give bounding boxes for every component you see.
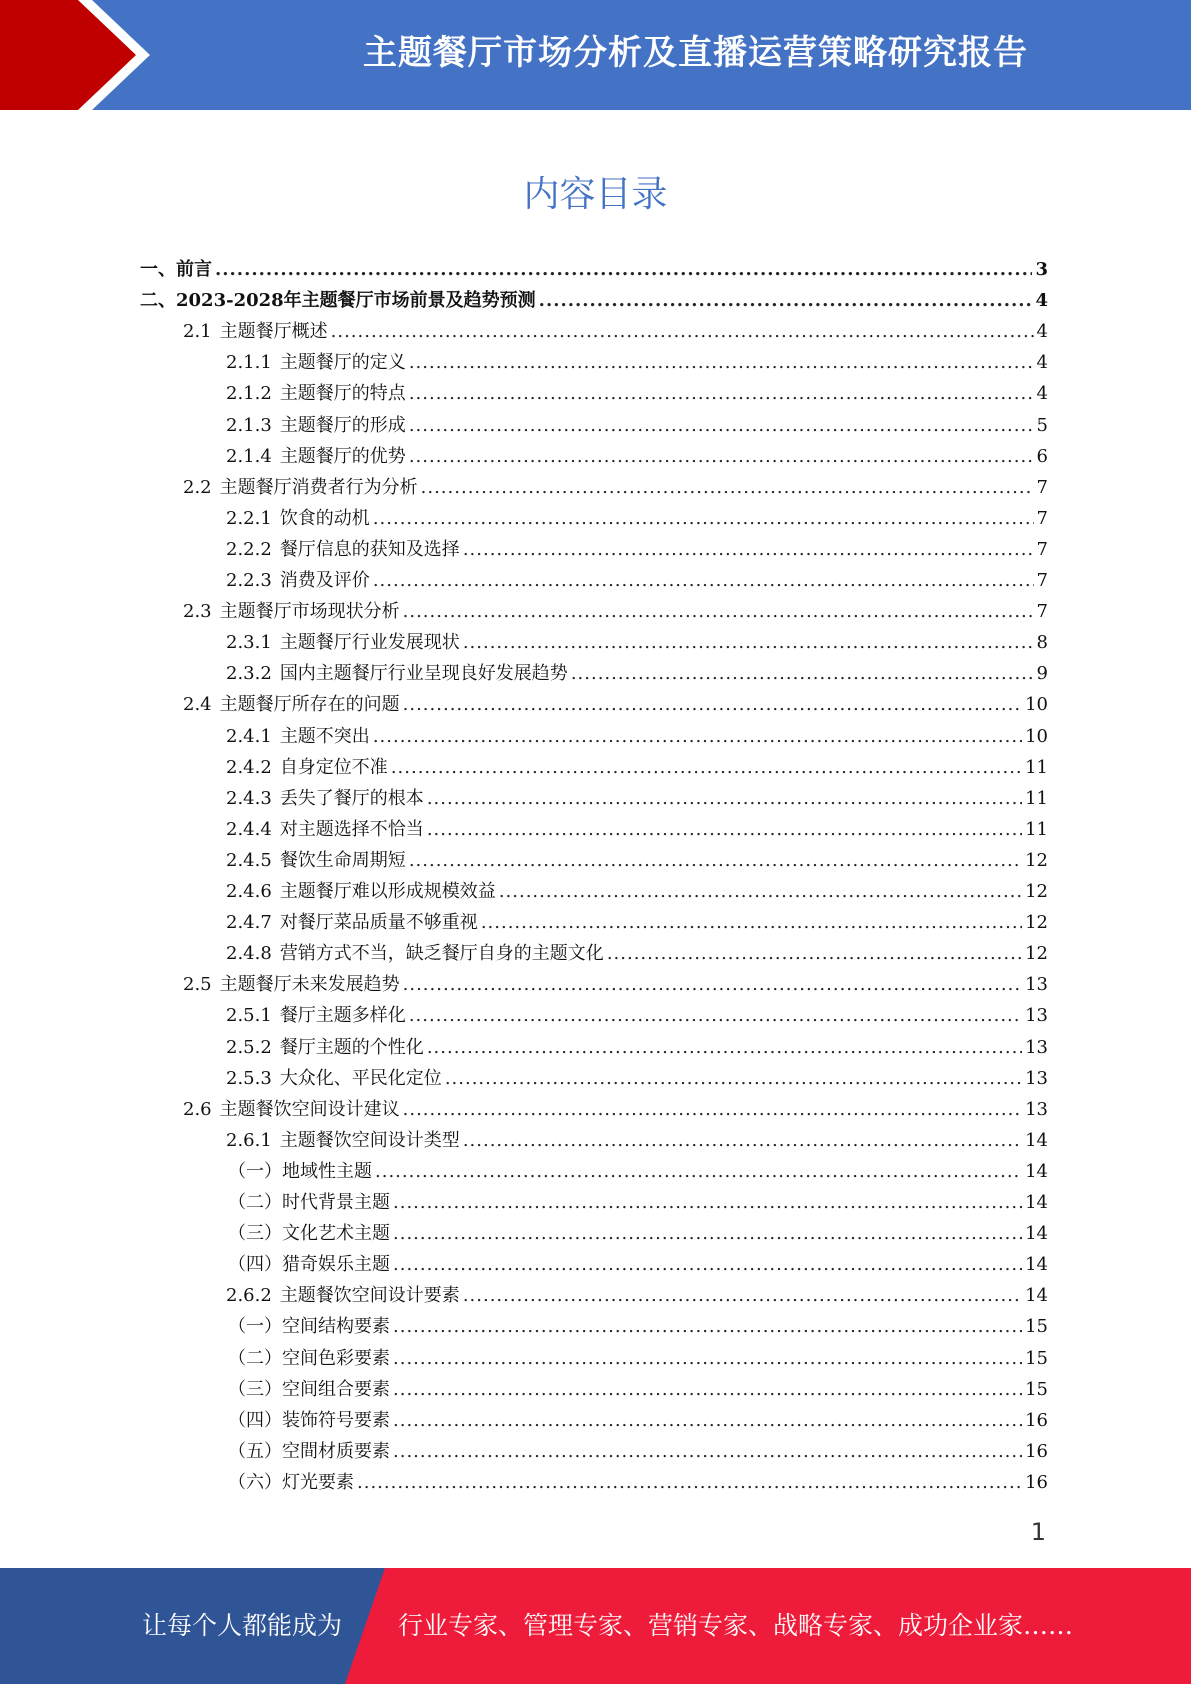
- toc-entry-number: （三）: [228, 1378, 282, 1400]
- toc-entry-number: 2.1: [183, 321, 212, 343]
- page-header: [0, 0, 1191, 110]
- toc-entry-number: 2.5: [183, 974, 212, 996]
- toc-entry[interactable]: [183, 597, 1048, 628]
- toc-entry-text: 消费及评价: [279, 570, 370, 591]
- toc-entry[interactable]: [226, 753, 1048, 784]
- toc-entry-text: 主题不突出: [279, 725, 370, 747]
- toc-entry-text: 大众化、平民化定位: [279, 1067, 442, 1089]
- toc-entry-page: 14: [1025, 1160, 1048, 1182]
- toc-entry-number: 2.2.3: [226, 570, 272, 591]
- toc-entry-page: 16: [1025, 1409, 1048, 1431]
- toc-dot-leader: [571, 663, 1034, 684]
- toc-dot-leader: [409, 383, 1034, 404]
- toc-entry-number: 2.5.1: [226, 1005, 272, 1027]
- toc-dot-leader: [393, 1441, 1022, 1462]
- toc-entry-page: 16: [1025, 1440, 1048, 1462]
- toc-dot-leader: [481, 912, 1022, 933]
- toc-dot-leader: [393, 1410, 1022, 1431]
- toc-entry-page: 7: [1036, 538, 1048, 560]
- toc-dot-leader: [403, 1099, 1022, 1120]
- toc-entry[interactable]: [226, 442, 1048, 473]
- toc-entry-text: 主题餐厅所存在的问题: [219, 694, 400, 716]
- toc-entry-number: 2.3: [183, 601, 212, 623]
- toc-entry-page: 14: [1025, 1192, 1048, 1213]
- toc-entry[interactable]: [183, 473, 1048, 504]
- toc-entry-text: 灯光要素: [282, 1471, 354, 1493]
- toc-entry-number: （六）: [228, 1471, 282, 1493]
- toc-dot-leader: [409, 352, 1034, 373]
- toc-entry-text: 空间色彩要素: [282, 1347, 390, 1369]
- toc-dot-leader: [393, 1254, 1022, 1275]
- toc-entry-text: 主题餐厅的形成: [279, 414, 406, 436]
- toc-dot-leader: [373, 508, 1034, 529]
- toc-dot-leader: [409, 850, 1022, 871]
- toc-entry[interactable]: [226, 1281, 1048, 1312]
- toc-entry-text: 前言: [176, 259, 212, 280]
- toc-entry-text: 饮食的动机: [279, 507, 370, 529]
- toc-entry-text: 空间组合要素: [282, 1378, 390, 1400]
- toc-entry-number: 2.4.4: [226, 818, 272, 840]
- toc-entry-page: 11: [1025, 818, 1048, 840]
- toc-entry-page: 12: [1025, 849, 1048, 871]
- toc-entry-number: 2.2: [183, 476, 212, 498]
- toc-dot-leader: [445, 1068, 1022, 1089]
- toc-entry[interactable]: [226, 722, 1048, 753]
- toc-entry-page: 13: [1025, 1036, 1048, 1058]
- toc-entry-number: 二、: [140, 290, 176, 312]
- toc-entry[interactable]: [183, 1095, 1048, 1126]
- toc-entry-page: 7: [1036, 507, 1048, 529]
- toc-entry-page: 12: [1025, 881, 1048, 902]
- toc-entry[interactable]: [228, 1188, 1048, 1219]
- report-title: 主题餐厅市场分析及直播运营策略研究报告: [363, 33, 1028, 73]
- toc-entry-number: 2.2.2: [226, 538, 272, 560]
- toc-entry-number: 2.1.1: [226, 352, 272, 374]
- toc-entry-page: 13: [1025, 974, 1048, 996]
- toc-entry-number: （三）: [228, 1223, 282, 1245]
- toc-entry[interactable]: [226, 1033, 1048, 1064]
- toc-entry-page: 13: [1025, 1098, 1048, 1120]
- toc-entry-number: 2.4: [183, 694, 212, 716]
- toc-entry-text: 丢失了餐厅的根本: [279, 787, 424, 809]
- toc-entry-page: 4: [1036, 383, 1048, 405]
- toc-heading: 内容目录: [523, 174, 668, 215]
- toc-entry[interactable]: [226, 908, 1048, 939]
- toc-entry-text: 文化艺术主题: [282, 1223, 390, 1245]
- toc-entry-text: 空間材质要素: [282, 1440, 390, 1462]
- toc-dot-leader: [403, 974, 1022, 995]
- toc-entry[interactable]: [228, 1157, 1048, 1188]
- toc-entry-page: 12: [1025, 943, 1048, 965]
- toc-dot-leader: [373, 570, 1034, 591]
- toc-entry-page: 15: [1025, 1316, 1048, 1338]
- toc-entry-page: 16: [1025, 1471, 1048, 1493]
- toc-dot-leader: [393, 1379, 1022, 1400]
- toc-dot-leader: [375, 1161, 1022, 1182]
- toc-entry-text: 餐饮生命周期短: [279, 849, 406, 871]
- toc-entry-text: 2023-2028年主题餐厅市场前景及趋势预测: [176, 290, 536, 312]
- toc-dot-leader: [463, 539, 1034, 560]
- toc-dot-leader: [499, 881, 1022, 902]
- toc-entry-number: 2.4.5: [226, 849, 272, 871]
- toc-dot-leader: [409, 446, 1034, 467]
- footer-slogan-right: 行业专家、管理专家、营销专家、战略专家、成功企业家……: [398, 1611, 1074, 1640]
- toc-dot-leader: [427, 788, 1022, 809]
- toc-entry-page: 15: [1025, 1378, 1048, 1400]
- toc-dot-leader: [357, 1472, 1022, 1493]
- toc-dot-leader: [463, 1285, 1022, 1306]
- toc-entry-page: 14: [1025, 1285, 1048, 1307]
- toc-entry[interactable]: [228, 1312, 1048, 1343]
- toc-entry-page: 10: [1025, 725, 1048, 747]
- toc-entry-page: 6: [1036, 445, 1048, 467]
- toc-entry[interactable]: [228, 1344, 1048, 1375]
- toc-entry[interactable]: [226, 628, 1048, 659]
- toc-dot-leader: [409, 415, 1034, 436]
- toc-entry-page: 10: [1025, 694, 1048, 716]
- toc-entry[interactable]: [140, 255, 1048, 286]
- toc-entry-number: （一）: [228, 1160, 282, 1182]
- toc-entry-number: 2.4.1: [226, 725, 272, 747]
- toc-entry[interactable]: [226, 504, 1048, 535]
- toc-entry-number: 2.3.1: [226, 632, 272, 654]
- toc-entry-text: 餐厅主题的个性化: [279, 1036, 424, 1058]
- toc-entry-page: 11: [1025, 787, 1048, 809]
- toc-entry-page: 7: [1036, 601, 1048, 623]
- toc-entry-page: 13: [1025, 1067, 1048, 1089]
- toc-entry-page: 12: [1025, 912, 1048, 934]
- toc-entry-number: （一）: [228, 1316, 282, 1338]
- toc-entry[interactable]: [226, 348, 1048, 379]
- toc-entry-text: 主题餐厅行业发展现状: [279, 632, 460, 654]
- toc-entry[interactable]: [183, 690, 1048, 721]
- toc-entry-page: 14: [1025, 1254, 1048, 1276]
- toc-entry-number: 2.4.8: [226, 943, 272, 965]
- page-footer: [0, 1568, 1191, 1684]
- toc-entry-text: 营销方式不当，缺乏餐厅自身的主题文化: [279, 943, 604, 965]
- toc-dot-leader: [463, 1130, 1022, 1151]
- toc-entry-text: 主题餐厅的特点: [279, 383, 406, 405]
- toc-entry-number: 2.1.2: [226, 383, 272, 405]
- toc-entry-text: 主题餐饮空间设计要素: [279, 1285, 460, 1307]
- toc-dot-leader: [427, 1037, 1022, 1058]
- toc-entry-number: （二）: [228, 1192, 282, 1213]
- toc-entry-number: 2.4.3: [226, 787, 272, 809]
- toc-entry-number: 2.5.2: [226, 1036, 272, 1058]
- toc-entry[interactable]: [228, 1250, 1048, 1281]
- toc-dot-leader: [393, 1223, 1022, 1244]
- toc-entry-text: 主题餐厅消费者行为分析: [219, 476, 418, 498]
- toc-entry-number: 2.3.2: [226, 663, 272, 685]
- toc-entry[interactable]: [183, 317, 1048, 348]
- toc-entry[interactable]: [226, 659, 1048, 690]
- toc-dot-leader: [393, 1192, 1022, 1213]
- toc-entry-number: 一、: [140, 259, 176, 280]
- toc-entry-text: 主题餐饮空间设计类型: [279, 1129, 460, 1151]
- toc-dot-leader: [403, 601, 1034, 622]
- toc-entry-text: 猎奇娱乐主题: [282, 1254, 390, 1276]
- toc-entry[interactable]: [226, 815, 1048, 846]
- toc-dot-leader: [539, 290, 1033, 311]
- toc-entry-page: 3: [1035, 259, 1048, 280]
- toc-entry-text: 餐厅主题多样化: [279, 1005, 406, 1027]
- toc-entry[interactable]: [183, 970, 1048, 1001]
- toc-entry-text: 地域性主题: [282, 1160, 372, 1182]
- toc-entry[interactable]: [226, 379, 1048, 410]
- toc-entry[interactable]: [228, 1437, 1048, 1468]
- toc-entry[interactable]: [226, 1126, 1048, 1157]
- toc-entry-page: 11: [1025, 756, 1048, 778]
- toc-entry[interactable]: [228, 1468, 1048, 1499]
- toc-dot-leader: [421, 477, 1034, 498]
- toc-entry-page: 7: [1036, 476, 1048, 498]
- toc-entry-text: 对餐厅菜品质量不够重视: [279, 912, 478, 934]
- toc-entry-text: 自身定位不准: [279, 756, 388, 778]
- toc-entry-page: 5: [1036, 414, 1048, 436]
- toc-dot-leader: [393, 1348, 1022, 1369]
- toc-entry-text: 主题餐厅难以形成规模效益: [279, 881, 496, 902]
- toc-dot-leader: [215, 259, 1032, 280]
- toc-entry-text: 主题餐厅未来发展趋势: [219, 974, 400, 996]
- toc-entry-text: 空间结构要素: [282, 1316, 390, 1338]
- toc-entry-text: 餐厅信息的获知及选择: [279, 538, 460, 560]
- toc-dot-leader: [393, 1316, 1022, 1337]
- toc-entry-page: 4: [1036, 321, 1048, 343]
- toc-dot-leader: [331, 321, 1034, 342]
- toc-entry-number: （四）: [228, 1254, 282, 1276]
- toc-entry[interactable]: [226, 846, 1048, 877]
- toc-entry-page: 4: [1036, 352, 1048, 374]
- toc-entry-number: （五）: [228, 1440, 282, 1462]
- toc-dot-leader: [373, 726, 1022, 747]
- toc-entry-number: 2.4.2: [226, 756, 272, 778]
- header-arrow-decoration: [0, 0, 200, 110]
- toc-entry-text: 主题餐厅概述: [219, 321, 328, 343]
- toc-entry[interactable]: [226, 566, 1048, 597]
- toc-entry-number: 2.6: [183, 1098, 212, 1120]
- toc-entry[interactable]: [226, 411, 1048, 442]
- toc-entry-page: 13: [1025, 1005, 1048, 1027]
- toc-entry-text: 主题餐饮空间设计建议: [219, 1098, 400, 1120]
- toc-dot-leader: [403, 694, 1022, 715]
- toc-entry[interactable]: [228, 1406, 1048, 1437]
- toc-entry-page: 15: [1025, 1347, 1048, 1369]
- toc-dot-leader: [391, 757, 1022, 778]
- toc-entry-page: 14: [1025, 1223, 1048, 1245]
- toc-entry-page: 14: [1025, 1129, 1048, 1151]
- toc-entry[interactable]: [226, 877, 1048, 908]
- toc-entry-text: 主题餐厅的定义: [279, 352, 406, 374]
- toc-entry-number: 2.2.1: [226, 507, 272, 529]
- toc-entry-number: 2.6.2: [226, 1285, 272, 1307]
- toc-entry-page: 9: [1036, 663, 1048, 685]
- toc-entry-page: 7: [1036, 570, 1048, 591]
- toc-dot-leader: [607, 943, 1022, 964]
- toc-entry[interactable]: [228, 1375, 1048, 1406]
- toc-entry[interactable]: [226, 1001, 1048, 1032]
- toc-entry-text: 主题餐厅的优势: [279, 445, 406, 467]
- toc-entry-text: 主题餐厅市场现状分析: [219, 601, 400, 623]
- toc-entry[interactable]: [228, 1219, 1048, 1250]
- toc-entry-number: 2.4.7: [226, 912, 272, 934]
- toc-entry[interactable]: [226, 535, 1048, 566]
- toc-dot-leader: [427, 819, 1022, 840]
- toc-entry-text: 对主题选择不恰当: [279, 818, 424, 840]
- toc-entry-number: 2.1.3: [226, 414, 272, 436]
- footer-slogan-left: 让每个人都能成为: [142, 1611, 343, 1640]
- toc-entry-text: 时代背景主题: [282, 1192, 390, 1213]
- toc-entry-number: 2.6.1: [226, 1129, 272, 1151]
- toc-entry[interactable]: [226, 1064, 1048, 1095]
- toc-entry-text: 装饰符号要素: [282, 1409, 390, 1431]
- toc-entry[interactable]: [140, 286, 1048, 317]
- toc-entry-text: 国内主题餐厅行业呈现良好发展趋势: [279, 663, 568, 685]
- toc-entry-page: 8: [1036, 632, 1048, 654]
- toc-entry-page: 4: [1035, 290, 1048, 312]
- toc-entry[interactable]: [226, 939, 1048, 970]
- toc-entry-number: 2.5.3: [226, 1067, 272, 1089]
- page-number: 1: [1030, 1518, 1046, 1546]
- toc-entry-number: 2.1.4: [226, 445, 272, 467]
- toc-entry-number: （二）: [228, 1347, 282, 1369]
- toc-entry[interactable]: [226, 784, 1048, 815]
- toc-dot-leader: [463, 632, 1034, 653]
- toc-dot-leader: [409, 1005, 1022, 1026]
- toc-entry-number: 2.4.6: [226, 881, 272, 902]
- toc-entry-number: （四）: [228, 1409, 282, 1431]
